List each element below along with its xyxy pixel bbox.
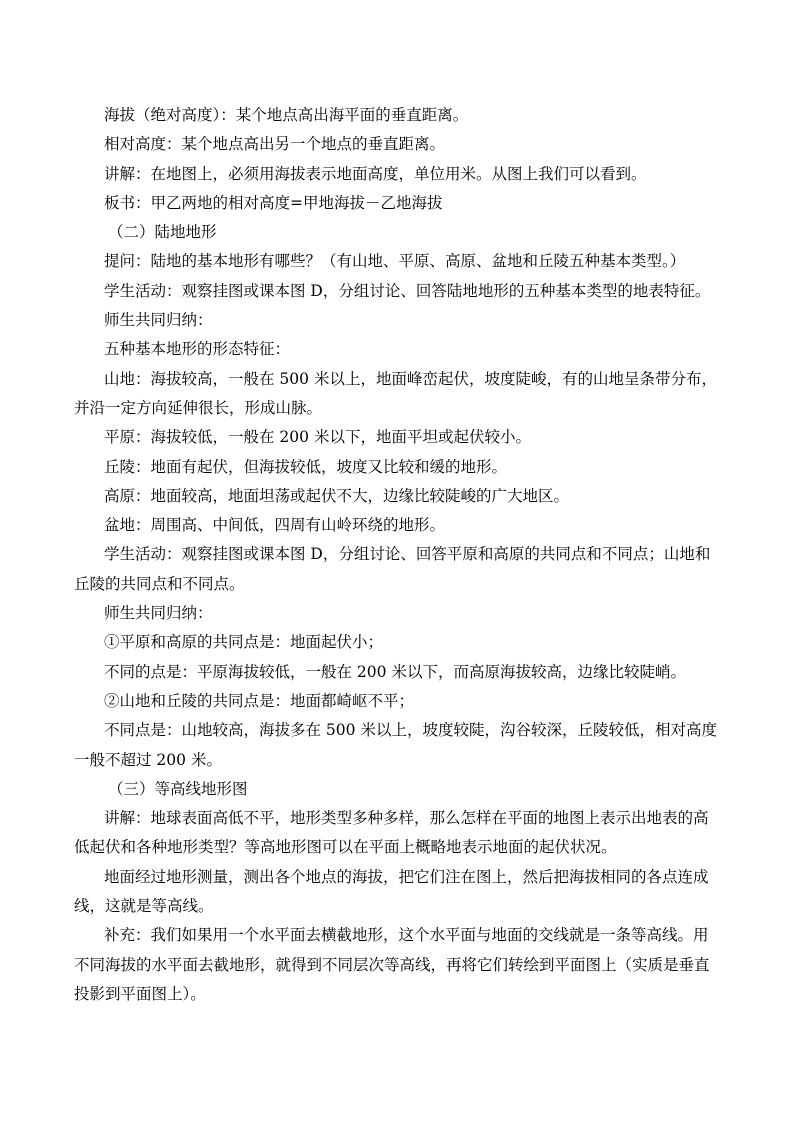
- text-line: 丘陵的共同点和不同点。: [74, 574, 245, 593]
- text-line: 补充：我们如果用一个水平面去横截地形，这个水平面与地面的交线就是一条等高线。用: [104, 926, 709, 945]
- text-line: 学生活动：观察挂图或课本图 D，分组讨论、回答陆地地形的五种基本类型的地表特征。: [104, 281, 711, 300]
- text-line: 一般不超过 200 米。: [74, 750, 222, 769]
- section-heading: （三）等高线地形图: [108, 779, 248, 798]
- text-line: 丘陵：地面有起伏，但海拔较低，坡度又比较和缓的地形。: [104, 457, 508, 476]
- text-line: 地面经过地形测量，测出各个地点的海拔，把它们注在图上，然后把海拔相同的各点连成: [104, 867, 709, 886]
- text-line: 五种基本地形的形态特征：: [104, 340, 291, 359]
- text-line: 盆地：周围高、中间低，四周有山岭环绕的地形。: [104, 516, 446, 535]
- text-line: 线，这就是等高线。: [74, 897, 214, 916]
- text-line: 高原：地面较高，地面坦荡或起伏不大，边缘比较陡峻的广大地区。: [104, 486, 570, 505]
- text-line: 相对高度：某个地点高出另一个地点的垂直距离。: [104, 135, 446, 154]
- text-line: 不同海拔的水平面去截地形，就得到不同层次等高线，再将它们转绘到平面图上（实质是垂直: [74, 955, 710, 974]
- text-line: 并沿一定方向延伸很长，形成山脉。: [74, 398, 323, 417]
- text-line: 讲解：地球表面高低不平，地形类型多种多样，那么怎样在平面的地图上表示出地表的高: [104, 809, 709, 828]
- text-line: 平原：海拔较低，一般在 200 米以下，地面平坦或起伏较小。: [104, 428, 531, 447]
- text-line: 低起伏和各种地形类型？等高地形图可以在平面上概略地表示地面的起伏状况。: [74, 838, 617, 857]
- text-line: ①平原和高原的共同点是：地面起伏小；: [104, 633, 384, 652]
- text-line: 投影到平面图上）。: [74, 984, 206, 1003]
- section-heading: （二）陆地地形: [108, 223, 217, 242]
- text-line: 学生活动：观察挂图或课本图 D，分组讨论、回答平原和高原的共同点和不同点；山地和: [104, 545, 711, 564]
- text-line: 不同的点是：平原海拔较低，一般在 200 米以下，而高原海拔较高，边缘比较陡峭。: [104, 662, 686, 681]
- document-body: [74, 101, 724, 1009]
- text-line: 板书：甲乙两地的相对高度=甲地海拔－乙地海拔: [104, 193, 443, 212]
- text-line: 师生共同归纳：: [104, 604, 213, 623]
- text-line: ②山地和丘陵的共同点是：地面都崎岖不平；: [104, 691, 415, 710]
- text-line: 提问：陆地的基本地形有哪些？（有山地、平原、高原、盆地和丘陵五种基本类型。）: [104, 252, 686, 271]
- text-line: 师生共同归纳：: [104, 311, 213, 330]
- text-line: 不同点是：山地较高，海拔多在 500 米以上，坡度较陡，沟谷较深，丘陵较低，相对高度: [104, 721, 717, 740]
- text-line: 海拔（绝对高度）：某个地点高出海平面的垂直距离。: [104, 106, 469, 124]
- text-line: 山地：海拔较高，一般在 500 米以上，地面峰峦起伏，坡度陡峻，有的山地呈条带分布，: [104, 369, 717, 388]
- text-line: 讲解：在地图上，必须用海拔表示地面高度，单位用米。从图上我们可以看到。: [104, 164, 647, 183]
